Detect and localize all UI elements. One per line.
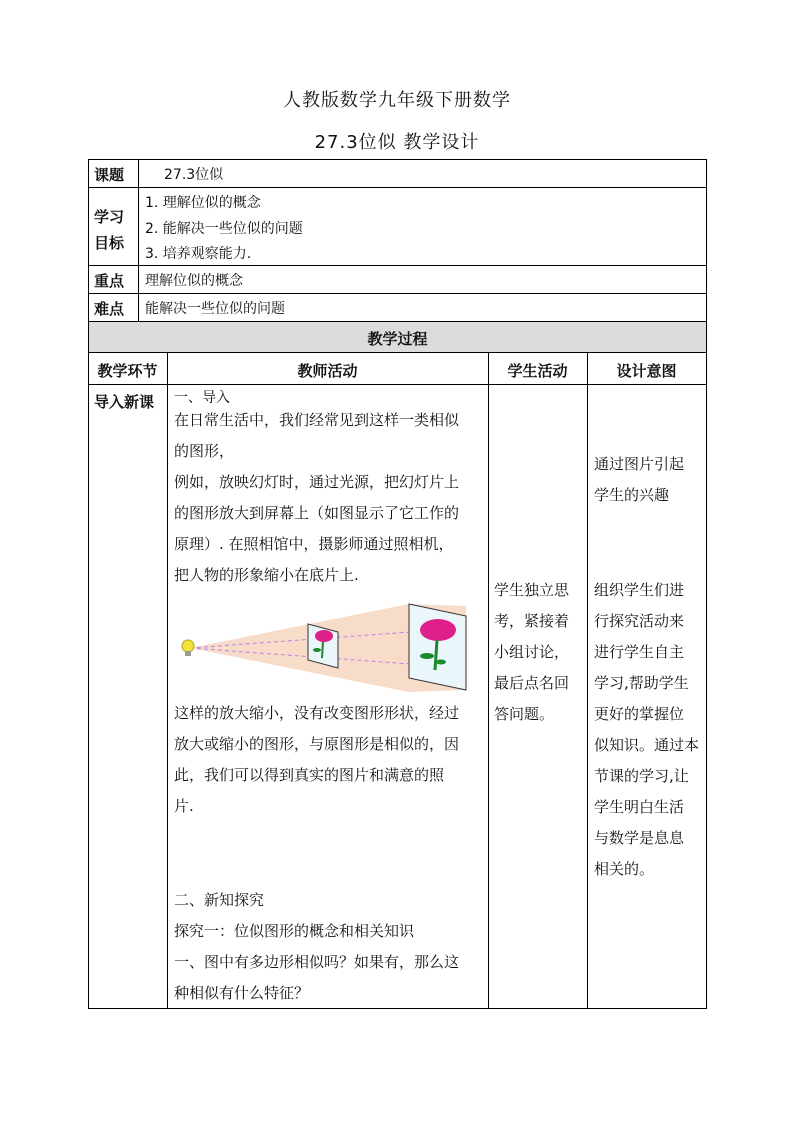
intent-line: 通过图片引起: [594, 455, 685, 473]
difficulty-label: 难点: [94, 300, 125, 318]
teacher-line: 一、图中有多边形相似吗？如果有，那么这: [174, 953, 460, 971]
intent-line: 行探究活动来: [594, 612, 685, 630]
col-intent-header: 设计意图: [616, 362, 677, 380]
intent-line: 学习,帮助学生: [594, 674, 689, 692]
goal-label-1: 学习: [94, 208, 125, 226]
teacher-line: 的图形，: [174, 442, 235, 460]
intent-block-1: [594, 449, 704, 511]
intent-line: 组织学生们进: [594, 581, 685, 599]
teacher-line: 把人物的形象缩小在底片上.: [174, 566, 359, 584]
goal-label-2: 目标: [94, 234, 125, 252]
teacher-line: 的图形放大到屏幕上（如图显示了它工作的: [174, 504, 460, 522]
intent-line: 学生的兴趣: [594, 486, 670, 504]
key-label: 重点: [94, 272, 125, 290]
goal-item-2: 2. 能解决一些位似的问题: [145, 221, 303, 237]
intent-block-2: [594, 575, 704, 885]
topic-label: 课题: [94, 166, 125, 184]
student-line: 小组讨论，: [494, 643, 570, 661]
col-teacher-header: 教师活动: [297, 362, 358, 380]
teacher-paragraph-1: [174, 405, 484, 591]
intent-line: 与数学是息息: [594, 829, 685, 847]
stage-name: 导入新课: [94, 393, 155, 411]
intent-line: 节课的学习,让: [594, 767, 689, 785]
key-value: 理解位似的概念: [145, 273, 243, 289]
intent-line: 进行学生自主: [594, 643, 685, 661]
goal-item-3: 3. 培养观察能力.: [145, 246, 252, 262]
teacher-line: 这样的放大缩小，没有改变图形形状，经过: [174, 704, 460, 722]
teacher-line: 一、导入: [174, 390, 230, 406]
document-title: 人教版数学九年级下册数学: [283, 90, 511, 111]
teacher-paragraph-2: [174, 698, 484, 822]
intent-line: 相关的。: [594, 860, 655, 878]
student-activity: [494, 575, 586, 730]
teacher-line: 原理）. 在照相馆中，摄影师通过照相机，: [174, 535, 454, 553]
process-header: 教学过程: [367, 330, 428, 348]
student-line: 学生独立思: [494, 581, 570, 599]
teacher-line: 在日常生活中，我们经常见到这样一类相似: [174, 411, 460, 429]
student-line: 考，紧接着: [494, 612, 570, 630]
intent-line: 似知识。通过本: [594, 736, 700, 754]
teacher-paragraph-3: [174, 885, 484, 1009]
teacher-line: 放大或缩小的图形，与原图形是相似的，因: [174, 735, 460, 753]
col-stage-header: 教学环节: [97, 362, 158, 380]
difficulty-value: 能解决一些位似的问题: [145, 301, 285, 317]
projection-illustration: [176, 598, 476, 694]
goal-item-1: 1. 理解位似的概念: [145, 195, 261, 211]
topic-value: 27.3位似: [164, 167, 224, 183]
teacher-line: 探究一：位似图形的概念和相关知识: [174, 922, 415, 940]
teacher-line: 片.: [174, 797, 194, 815]
intent-line: 学生明白生活: [594, 798, 685, 816]
teacher-line: 例如，放映幻灯时，通过光源，把幻灯片上: [174, 473, 460, 491]
teacher-line: 二、新知探究: [174, 891, 265, 909]
teacher-line: 此，我们可以得到真实的图片和满意的照: [174, 766, 445, 784]
document-subtitle: 27.3位似 教学设计: [314, 132, 480, 153]
bulb-icon: [182, 640, 194, 652]
teacher-line: 种相似有什么特征？: [174, 984, 310, 1002]
student-line: 答问题。: [494, 705, 555, 723]
col-student-header: 学生活动: [507, 362, 568, 380]
intent-line: 更好的掌握位: [594, 705, 685, 723]
student-line: 最后点名回: [494, 674, 570, 692]
